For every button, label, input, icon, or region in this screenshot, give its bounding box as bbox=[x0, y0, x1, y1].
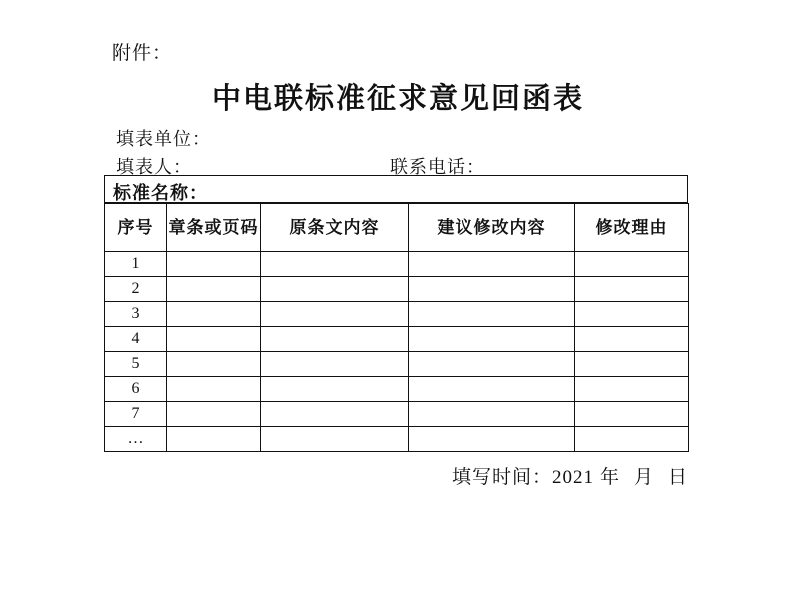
cell-suggestion[interactable] bbox=[409, 327, 575, 352]
field-contact-phone-label: 联系电话： bbox=[390, 157, 485, 177]
cell-chapter[interactable] bbox=[167, 377, 261, 402]
field-fill-unit-label: 填表单位： bbox=[116, 129, 211, 149]
cell-suggestion[interactable] bbox=[409, 377, 575, 402]
table-row bbox=[105, 277, 689, 302]
cell-reason[interactable] bbox=[575, 277, 689, 302]
cell-no: 4 bbox=[105, 327, 167, 352]
cell-suggestion[interactable] bbox=[409, 402, 575, 427]
cell-reason[interactable] bbox=[575, 327, 689, 352]
cell-reason[interactable] bbox=[575, 352, 689, 377]
cell-original[interactable] bbox=[261, 302, 409, 327]
fill-date-year: 2021 bbox=[551, 467, 594, 488]
cell-suggestion[interactable] bbox=[409, 427, 575, 452]
cell-no: 1 bbox=[105, 252, 167, 277]
cell-chapter[interactable] bbox=[167, 402, 261, 427]
cell-reason[interactable] bbox=[575, 402, 689, 427]
cell-chapter[interactable] bbox=[167, 352, 261, 377]
table-row bbox=[105, 427, 689, 452]
fill-date-month-unit: 月 bbox=[633, 467, 654, 488]
table-header-row bbox=[105, 204, 689, 252]
cell-no: 3 bbox=[105, 302, 167, 327]
cell-original[interactable] bbox=[261, 277, 409, 302]
table-row bbox=[105, 327, 689, 352]
cell-suggestion[interactable] bbox=[409, 352, 575, 377]
cell-original[interactable] bbox=[261, 327, 409, 352]
cell-reason[interactable] bbox=[575, 252, 689, 277]
cell-original[interactable] bbox=[261, 402, 409, 427]
table-header-original: 原条文内容 bbox=[261, 204, 409, 252]
table-row bbox=[105, 377, 689, 402]
cell-original[interactable] bbox=[261, 352, 409, 377]
cell-chapter[interactable] bbox=[167, 327, 261, 352]
cell-no: 6 bbox=[105, 377, 167, 402]
cell-original[interactable] bbox=[261, 252, 409, 277]
attachment-label: 附件： bbox=[112, 43, 173, 64]
table-row bbox=[105, 402, 689, 427]
table-row bbox=[105, 352, 689, 377]
table-row bbox=[105, 252, 689, 277]
cell-chapter[interactable] bbox=[167, 277, 261, 302]
standard-name-label: 标准名称： bbox=[113, 183, 208, 203]
page-title: 中电联标准征求意见回函表 bbox=[211, 83, 584, 115]
fill-date-year-unit: 年 bbox=[599, 467, 620, 488]
fill-date-day-unit: 日 bbox=[667, 467, 688, 488]
table-header-chapter: 章条或页码 bbox=[167, 204, 261, 252]
cell-chapter[interactable] bbox=[167, 252, 261, 277]
comment-table bbox=[104, 203, 689, 452]
cell-suggestion[interactable] bbox=[409, 302, 575, 327]
standard-name-box bbox=[104, 175, 688, 203]
cell-no: 5 bbox=[105, 352, 167, 377]
fill-date-prefix: 填写时间： bbox=[451, 467, 552, 488]
field-fill-person-label: 填表人： bbox=[116, 157, 192, 177]
table-row bbox=[105, 302, 689, 327]
cell-no: … bbox=[105, 427, 167, 452]
cell-original[interactable] bbox=[261, 377, 409, 402]
cell-no: 7 bbox=[105, 402, 167, 427]
table-header-no: 序号 bbox=[105, 204, 167, 252]
fill-date-line bbox=[452, 462, 688, 489]
cell-suggestion[interactable] bbox=[409, 277, 575, 302]
cell-chapter[interactable] bbox=[167, 302, 261, 327]
table-header-suggestion: 建议修改内容 bbox=[409, 204, 575, 252]
cell-reason[interactable] bbox=[575, 377, 689, 402]
cell-no: 2 bbox=[105, 277, 167, 302]
cell-reason[interactable] bbox=[575, 302, 689, 327]
cell-suggestion[interactable] bbox=[409, 252, 575, 277]
cell-chapter[interactable] bbox=[167, 427, 261, 452]
cell-reason[interactable] bbox=[575, 427, 689, 452]
table-header-reason: 修改理由 bbox=[575, 204, 689, 252]
cell-original[interactable] bbox=[261, 427, 409, 452]
